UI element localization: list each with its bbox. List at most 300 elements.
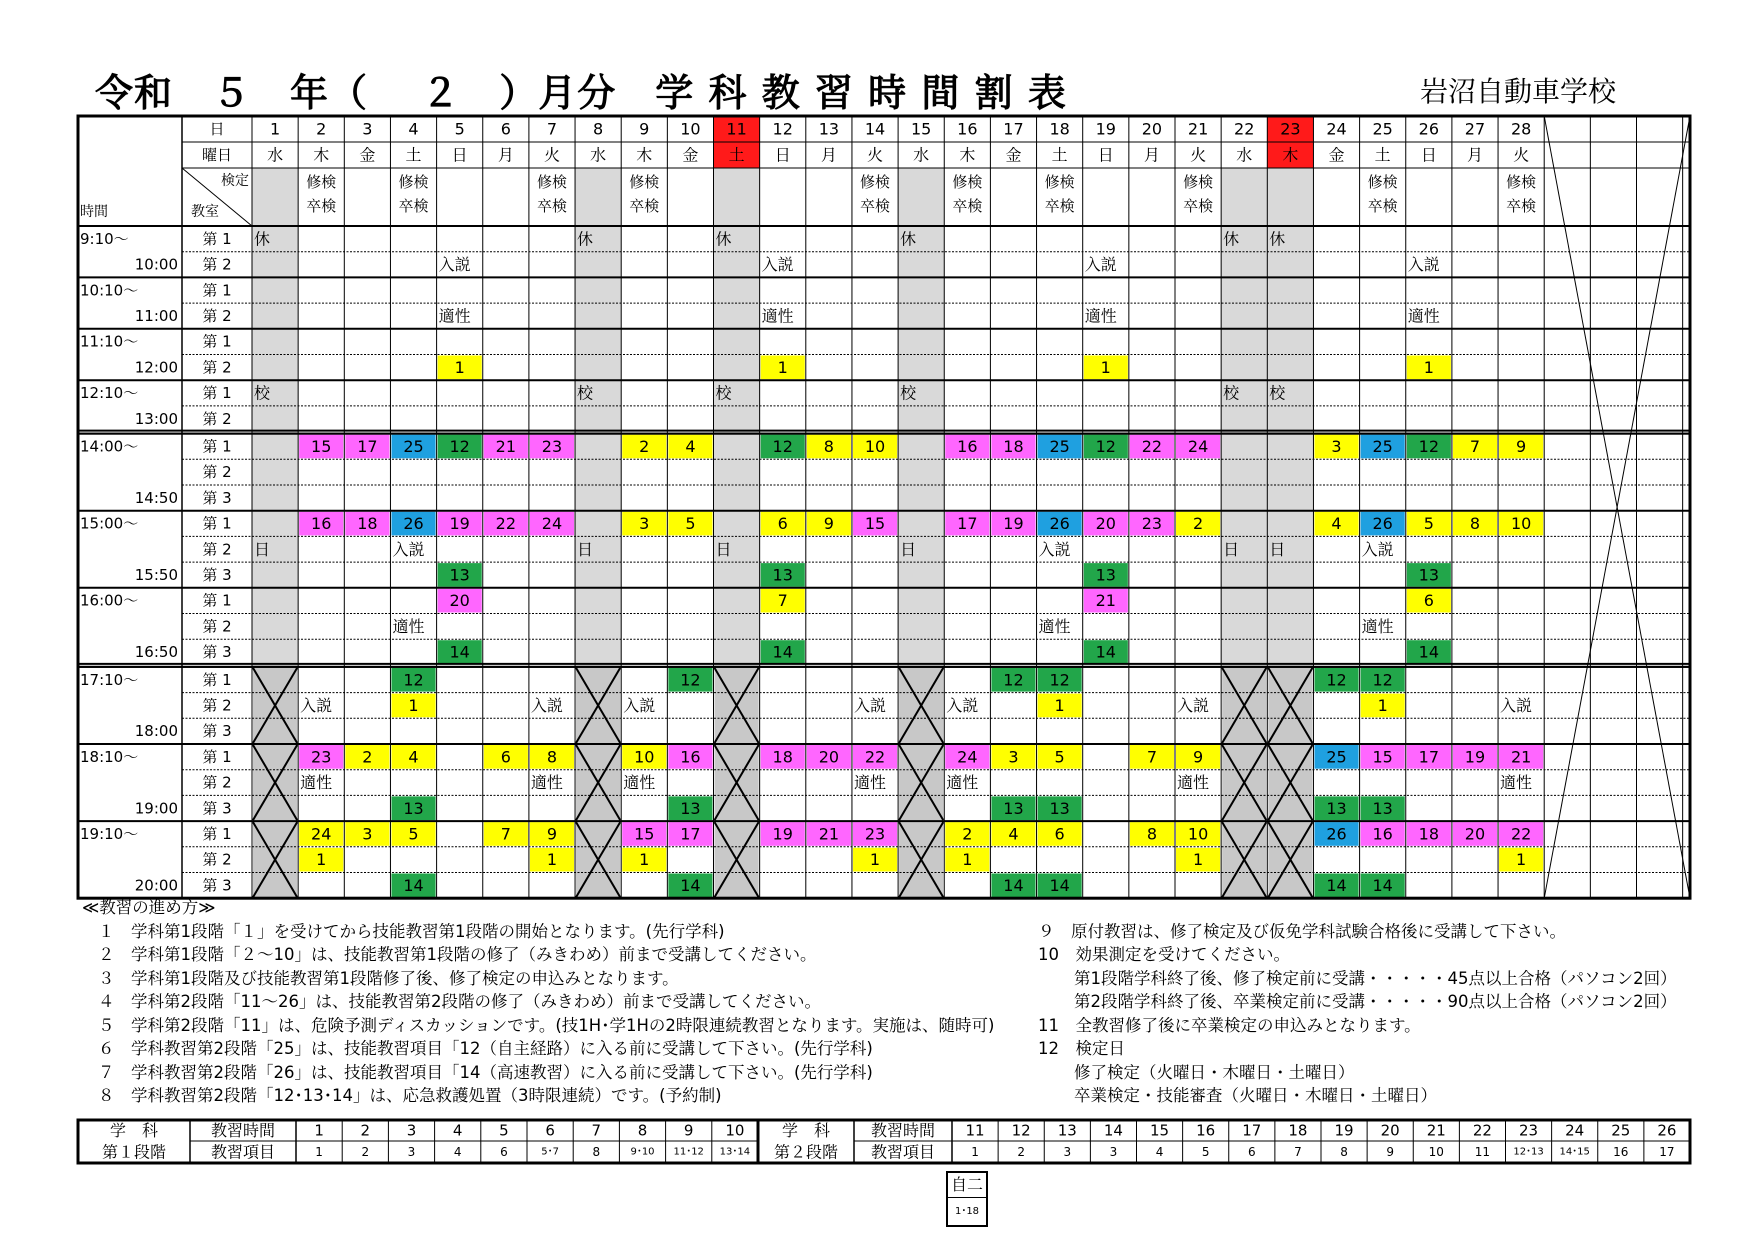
lesson-text: 1 xyxy=(962,850,973,870)
note-item: 10 効果測定を受けてください。 xyxy=(1038,945,1290,964)
exam-text: 修検 xyxy=(629,173,660,191)
stage2-time: 22 xyxy=(1472,1121,1492,1140)
lesson-text: 14 xyxy=(1326,875,1347,895)
lesson-text: 10 xyxy=(864,436,886,456)
day-number: 17 xyxy=(1003,119,1024,139)
stage1-item: 11･12 xyxy=(673,1146,704,1158)
lesson-text: 1 xyxy=(1516,850,1527,870)
lesson-text: 8 xyxy=(546,747,558,767)
day-label: 日 xyxy=(209,120,225,138)
weekday: 火 xyxy=(543,145,560,165)
lesson-text: 23 xyxy=(864,824,886,844)
room-label: 第 3 xyxy=(202,488,232,507)
period-start: 17:10～ xyxy=(80,670,139,689)
moped-label: 自二 xyxy=(948,1173,986,1198)
lesson-text: 24 xyxy=(541,514,563,534)
moped-items: 1･18 xyxy=(954,1206,980,1217)
note-item: 11 全教習修了後に卒業検定の申込みとなります。 xyxy=(1038,1015,1421,1035)
lesson-text: 18 xyxy=(357,514,378,534)
exam-text: 卒検 xyxy=(1183,197,1214,215)
note-item: ５ 学科第2段階「11」は、危険予測ディスカッションです。(技1H･学1Hの2時限連続教習となります。実施は、随時可) xyxy=(98,1015,995,1035)
lesson-text: 4 xyxy=(408,747,419,767)
lesson-text: 21 xyxy=(495,436,517,456)
lesson-text: 24 xyxy=(957,747,978,767)
stage2-item: 2 xyxy=(1017,1145,1026,1159)
lesson-text: 適性 xyxy=(1177,773,1210,793)
notes-section xyxy=(78,896,1708,1124)
lesson-text: 9 xyxy=(823,514,834,534)
period-start: 16:00～ xyxy=(80,591,139,610)
lesson-text: 13 xyxy=(1003,798,1024,818)
room-label: 第 1 xyxy=(202,384,232,403)
period-end: 10:00 xyxy=(134,255,178,274)
lesson-text: 7 xyxy=(1469,436,1481,456)
weekday: 土 xyxy=(728,145,745,165)
weekday: 火 xyxy=(1190,145,1207,165)
lesson-text: 12 xyxy=(1095,436,1116,456)
lesson-text: 1 xyxy=(1054,695,1065,715)
note-item: ６ 学科教習第2段階「25」は、技能教習項目「12（自主経路）に入る前に受講して下さい。(先行学科) xyxy=(98,1039,873,1058)
exam-text: 修検 xyxy=(306,173,337,191)
note-item: ２ 学科第1段階「２～10」は、技能教習第1段階の修了（みきわめ）前まで受講してください。 xyxy=(98,945,817,964)
lesson-text: 校 xyxy=(254,383,271,403)
lesson-text: 6 xyxy=(1054,824,1065,844)
lesson-text: 17 xyxy=(680,824,701,844)
lesson-text: 休 xyxy=(1223,229,1240,249)
room-label: 第 3 xyxy=(202,876,232,895)
lesson-text: 18 xyxy=(772,747,793,767)
weekday: 土 xyxy=(405,145,422,165)
notes-right xyxy=(1038,920,1718,1108)
lesson-text: 入説 xyxy=(1038,539,1071,559)
stage1-item: 13･14 xyxy=(719,1146,751,1158)
stage1-item: 5･7 xyxy=(541,1146,559,1158)
time-header-label: 時間 xyxy=(80,204,108,220)
lesson-text: 12 xyxy=(403,670,424,690)
stage1-time: 10 xyxy=(725,1121,745,1140)
room-label: 第 1 xyxy=(202,747,232,766)
school-name: 岩沼自動車学校 xyxy=(1420,75,1617,108)
stage1-time: 4 xyxy=(452,1121,463,1140)
lesson-text: 13 xyxy=(403,798,424,818)
lesson-text: 8 xyxy=(1469,514,1481,534)
room-label: 第 1 xyxy=(202,332,232,351)
stage2-item: 1 xyxy=(971,1145,979,1159)
room-label: 第 1 xyxy=(202,591,232,610)
day-number: 8 xyxy=(593,119,604,139)
lesson-text: 14 xyxy=(449,642,470,662)
lesson-text: 13 xyxy=(1095,565,1116,585)
lesson-text: 校 xyxy=(715,383,732,403)
period-end: 14:50 xyxy=(134,488,178,507)
weekday: 火 xyxy=(1513,145,1530,165)
exam-text: 修検 xyxy=(1183,173,1214,191)
lesson-text: 18 xyxy=(1418,824,1440,844)
room-label: 第 1 xyxy=(202,514,232,533)
room-label: 第 3 xyxy=(202,643,232,662)
lesson-text: 3 xyxy=(639,514,650,534)
stage1-item: 2 xyxy=(361,1145,370,1159)
lesson-text: 1 xyxy=(454,357,465,377)
lesson-text: 21 xyxy=(818,824,840,844)
room-label: 第 3 xyxy=(202,799,232,818)
exam-text: 卒検 xyxy=(629,197,660,215)
lesson-text: 14 xyxy=(772,642,793,662)
lesson-text: 入説 xyxy=(1084,255,1117,275)
moped-box xyxy=(946,1171,988,1227)
day-number: 7 xyxy=(546,119,558,139)
lesson-text: 22 xyxy=(495,514,517,534)
lesson-text: 20 xyxy=(818,747,840,767)
lesson-text: 12 xyxy=(1049,670,1070,690)
room-label: 第 2 xyxy=(202,850,232,869)
lesson-text: 14 xyxy=(1003,875,1024,895)
stage2-time: 16 xyxy=(1196,1121,1216,1140)
lesson-text: 1 xyxy=(777,357,788,377)
stage2-label: 第２段階 xyxy=(773,1142,839,1162)
stage2-time: 13 xyxy=(1057,1121,1077,1140)
lesson-text: 10 xyxy=(1187,824,1209,844)
lesson-text: 23 xyxy=(1141,514,1163,534)
lesson-text: 26 xyxy=(1326,824,1347,844)
lesson-text: 18 xyxy=(1003,436,1024,456)
period-end: 16:50 xyxy=(134,643,178,662)
day-number: 1 xyxy=(269,119,281,139)
lesson-text: 13 xyxy=(1372,798,1393,818)
weekday: 木 xyxy=(959,145,976,165)
stage1-header: 教習時間 xyxy=(210,1121,276,1140)
lesson-text: 22 xyxy=(1141,436,1163,456)
lesson-text: 16 xyxy=(957,436,978,456)
weekday: 水 xyxy=(267,145,284,165)
room-label: 第 3 xyxy=(202,565,232,584)
lesson-text: 1 xyxy=(1192,850,1204,870)
weekday: 水 xyxy=(913,145,930,165)
lesson-text: 14 xyxy=(1049,875,1070,895)
weekday: 木 xyxy=(1282,145,1299,165)
lesson-text: 7 xyxy=(777,591,788,611)
stage2-item: 10 xyxy=(1428,1145,1444,1159)
room-header-label: 教室 xyxy=(191,204,219,220)
lesson-text: 適性 xyxy=(946,773,979,793)
lesson-text: 校 xyxy=(1223,383,1240,403)
note-item: ４ 学科第2段階「11～26」は、技能教習第2段階の修了（みきわめ）前まで受講してください。 xyxy=(98,992,821,1011)
lesson-text: 4 xyxy=(1331,514,1342,534)
lesson-text: 3 xyxy=(362,824,373,844)
day-number: 13 xyxy=(818,119,840,139)
period-start: 12:10～ xyxy=(80,384,139,403)
lesson-text: 25 xyxy=(1372,436,1393,456)
weekday: 水 xyxy=(590,145,607,165)
stage2-item: 12･13 xyxy=(1513,1146,1544,1158)
day-number: 16 xyxy=(957,119,978,139)
lesson-text: 6 xyxy=(1423,591,1434,611)
lesson-text: 15 xyxy=(864,514,886,534)
weekday: 木 xyxy=(636,145,653,165)
room-label: 第 2 xyxy=(202,617,232,636)
lesson-text: 3 xyxy=(1008,747,1019,767)
exam-text: 卒検 xyxy=(860,197,891,215)
day-number: 15 xyxy=(910,119,932,139)
lesson-text: 入説 xyxy=(300,695,333,715)
lesson-text: 25 xyxy=(1326,747,1347,767)
period-end: 11:00 xyxy=(134,306,178,325)
lesson-text: 5 xyxy=(1423,514,1434,534)
period-start: 14:00～ xyxy=(80,437,139,456)
notes-left xyxy=(78,896,1038,1108)
room-label: 第 2 xyxy=(202,306,232,325)
weekday: 日 xyxy=(1097,145,1114,165)
lesson-text: 9 xyxy=(1516,436,1527,456)
lesson-text: 14 xyxy=(1372,875,1393,895)
lesson-text: 1 xyxy=(869,850,881,870)
stage2-time: 11 xyxy=(965,1121,985,1140)
stage2-item: 3 xyxy=(1109,1145,1118,1159)
lesson-text: 1 xyxy=(408,695,419,715)
exam-text: 修検 xyxy=(398,173,429,191)
stage1-item: 8 xyxy=(592,1145,601,1159)
lesson-text: 19 xyxy=(772,824,793,844)
lesson-text: 12 xyxy=(772,436,793,456)
lesson-text: 5 xyxy=(685,514,696,534)
day-number: 20 xyxy=(1141,119,1163,139)
exam-text: 卒検 xyxy=(1044,197,1075,215)
lesson-text: 休 xyxy=(254,229,271,249)
lesson-text: 入説 xyxy=(1407,255,1440,275)
lesson-text: 10 xyxy=(1510,514,1532,534)
lesson-text: 25 xyxy=(403,436,424,456)
bottom-border xyxy=(78,1120,1690,1163)
period-start: 10:10～ xyxy=(80,281,139,300)
lesson-text: 14 xyxy=(680,875,701,895)
lesson-text: 7 xyxy=(500,824,511,844)
stage1-time: 6 xyxy=(545,1121,555,1140)
lesson-text: 13 xyxy=(1326,798,1347,818)
lesson-text: 6 xyxy=(777,514,788,534)
lesson-text: 9 xyxy=(1192,747,1204,767)
weekday: 金 xyxy=(1328,145,1345,165)
room-label: 第 1 xyxy=(202,824,232,843)
stage2-time: 20 xyxy=(1380,1121,1400,1140)
lesson-text: 適性 xyxy=(530,773,563,793)
lesson-text: 入説 xyxy=(1500,695,1533,715)
lesson-text: 入説 xyxy=(853,695,886,715)
stage2-item: 7 xyxy=(1294,1145,1302,1159)
lesson-text: 20 xyxy=(1095,514,1116,534)
lesson-text: 適性 xyxy=(1084,306,1117,326)
stage2-time: 23 xyxy=(1519,1121,1539,1140)
lesson-text: 1 xyxy=(639,850,650,870)
lesson-text: 22 xyxy=(1510,824,1532,844)
lesson-text: 13 xyxy=(772,565,793,585)
lesson-text: 26 xyxy=(403,514,424,534)
lesson-text: 20 xyxy=(1464,824,1486,844)
day-number: 4 xyxy=(408,119,419,139)
notes-heading: ≪教習の進め方≫ xyxy=(82,898,216,917)
lesson-text: 19 xyxy=(1003,514,1024,534)
day-number: 6 xyxy=(500,119,511,139)
room-label: 第 2 xyxy=(202,463,232,482)
weekday: 月 xyxy=(1143,145,1160,165)
lesson-text: 適性 xyxy=(761,306,794,326)
weekday: 金 xyxy=(1005,145,1022,165)
lesson-text: 24 xyxy=(1187,436,1209,456)
day-number: 28 xyxy=(1510,119,1532,139)
period-end: 18:00 xyxy=(134,722,178,741)
day-number: 23 xyxy=(1280,119,1301,139)
period-start: 15:00～ xyxy=(80,514,139,533)
lesson-text: 5 xyxy=(408,824,419,844)
weekday: 月 xyxy=(497,145,514,165)
lesson-text: 19 xyxy=(1464,747,1486,767)
lesson-text: 入説 xyxy=(623,695,656,715)
stage2-item: 8 xyxy=(1340,1145,1348,1159)
exam-text: 卒検 xyxy=(306,197,337,215)
exam-text: 卒検 xyxy=(536,197,567,215)
room-label: 第 3 xyxy=(202,722,232,741)
stage1-time: 3 xyxy=(406,1121,417,1140)
stage2-item: 11 xyxy=(1474,1145,1491,1159)
lesson-text: 適性 xyxy=(1361,616,1394,636)
lesson-text: 1 xyxy=(1423,357,1434,377)
stage2-item: 3 xyxy=(1063,1145,1072,1159)
stage2-time: 26 xyxy=(1657,1121,1677,1140)
lesson-text: 21 xyxy=(1095,591,1116,611)
stage1-time: 8 xyxy=(637,1121,648,1140)
stage1-item: 6 xyxy=(500,1145,508,1159)
lesson-text: 14 xyxy=(1095,642,1116,662)
stage1-time: 9 xyxy=(683,1121,694,1140)
period-start: 9:10～ xyxy=(80,229,129,248)
stage1-item: 1 xyxy=(315,1145,323,1159)
weekday: 日 xyxy=(451,145,468,165)
day-number: 3 xyxy=(362,119,373,139)
day-number: 22 xyxy=(1234,119,1255,139)
lesson-text: 日 xyxy=(577,539,594,559)
lesson-text: 入説 xyxy=(761,255,794,275)
lesson-text: 12 xyxy=(680,670,701,690)
lesson-text: 適性 xyxy=(853,773,886,793)
note-item: ７ 学科教習第2段階「26」は、技能教習項目「14（高速教習）に入る前に受講して下さい。(先行学科) xyxy=(98,1062,873,1082)
day-number: 25 xyxy=(1372,119,1393,139)
period-end: 13:00 xyxy=(134,409,178,428)
lesson-text: 8 xyxy=(823,436,834,456)
weekday: 日 xyxy=(1420,145,1437,165)
exam-text: 修検 xyxy=(1044,173,1075,191)
note-item: 12 検定日 xyxy=(1038,1039,1125,1058)
lesson-text: 入説 xyxy=(946,695,979,715)
lesson-text: 15 xyxy=(311,436,332,456)
exam-text: 修検 xyxy=(536,173,567,191)
stage1-item: 9･10 xyxy=(630,1146,655,1158)
weekday: 火 xyxy=(867,145,884,165)
lesson-text: 17 xyxy=(957,514,978,534)
weekday: 月 xyxy=(820,145,837,165)
stage2-header: 教習項目 xyxy=(870,1142,936,1162)
stage2-label: 学 科 xyxy=(781,1121,831,1140)
lesson-text: 12 xyxy=(449,436,470,456)
lesson-text: 23 xyxy=(311,747,332,767)
exam-label: 検定 xyxy=(221,173,249,189)
lesson-text: 26 xyxy=(1372,514,1393,534)
lesson-text: 4 xyxy=(685,436,696,456)
lesson-text: 16 xyxy=(311,514,332,534)
stage2-header: 教習時間 xyxy=(870,1121,936,1140)
lesson-text: 日 xyxy=(900,539,917,559)
lesson-text: 24 xyxy=(311,824,332,844)
stage1-time: 1 xyxy=(314,1121,324,1140)
lesson-text: 1 xyxy=(1377,695,1388,715)
room-label: 第 1 xyxy=(202,437,232,456)
lesson-text: 入説 xyxy=(392,539,425,559)
lesson-text: 入説 xyxy=(438,255,471,275)
lesson-text: 8 xyxy=(1146,824,1158,844)
stage2-time: 24 xyxy=(1565,1121,1585,1140)
room-label: 第 2 xyxy=(202,409,232,428)
stage1-header: 教習項目 xyxy=(210,1142,276,1162)
lesson-text: 21 xyxy=(1510,747,1532,767)
lesson-text: 適性 xyxy=(438,306,471,326)
stage1-time: 5 xyxy=(499,1121,509,1140)
room-label: 第 2 xyxy=(202,696,232,715)
note-item: ８ 学科教習第2段階「12･13･14」は、応急救護処置（3時限連続）です。(予約制) xyxy=(98,1086,722,1105)
lesson-text: 3 xyxy=(1331,436,1342,456)
weekday: 金 xyxy=(682,145,699,165)
weekday: 土 xyxy=(1374,145,1391,165)
day-number: 26 xyxy=(1418,119,1440,139)
lesson-text: 日 xyxy=(1269,539,1286,559)
day-number: 24 xyxy=(1326,119,1347,139)
lesson-text: 日 xyxy=(1223,539,1240,559)
stage2-item: 17 xyxy=(1659,1145,1675,1159)
stage2-time: 18 xyxy=(1288,1121,1308,1140)
note-item: ９ 原付教習は、修了検定及び仮免学科試験合格後に受講して下さい。 xyxy=(1038,921,1566,941)
lesson-text: 15 xyxy=(634,824,655,844)
lesson-text: 2 xyxy=(639,436,650,456)
exam-text: 卒検 xyxy=(398,197,429,215)
stage2-item: 5 xyxy=(1201,1145,1210,1159)
lesson-text: 13 xyxy=(449,565,470,585)
lesson-text: 入説 xyxy=(1361,539,1394,559)
lesson-text: 1 xyxy=(316,850,327,870)
lesson-text: 14 xyxy=(1418,642,1440,662)
stage2-time: 21 xyxy=(1426,1121,1446,1140)
lesson-text: 10 xyxy=(634,747,655,767)
stage1-time: 7 xyxy=(591,1121,602,1140)
day-number: 19 xyxy=(1095,119,1116,139)
stage2-item: 16 xyxy=(1613,1145,1629,1159)
room-label: 第 2 xyxy=(202,255,232,274)
weekday: 日 xyxy=(774,145,791,165)
lesson-text: 適性 xyxy=(300,773,333,793)
lesson-text: 15 xyxy=(1372,747,1393,767)
day-number: 11 xyxy=(726,119,747,139)
stage2-item: 6 xyxy=(1247,1145,1256,1159)
lesson-text: 入説 xyxy=(530,695,563,715)
day-number: 14 xyxy=(864,119,886,139)
lesson-text: 12 xyxy=(1418,436,1440,456)
stage1-label: 学 科 xyxy=(109,1121,159,1140)
period-end: 19:00 xyxy=(134,799,178,818)
stage1-item: 4 xyxy=(453,1145,462,1159)
lesson-text: 17 xyxy=(357,436,378,456)
lesson-text: 20 xyxy=(449,591,470,611)
room-label: 第 2 xyxy=(202,540,232,559)
lesson-text: 校 xyxy=(1269,383,1286,403)
lesson-text: 22 xyxy=(864,747,886,767)
lesson-text: 6 xyxy=(500,747,511,767)
lesson-text: 9 xyxy=(546,824,558,844)
